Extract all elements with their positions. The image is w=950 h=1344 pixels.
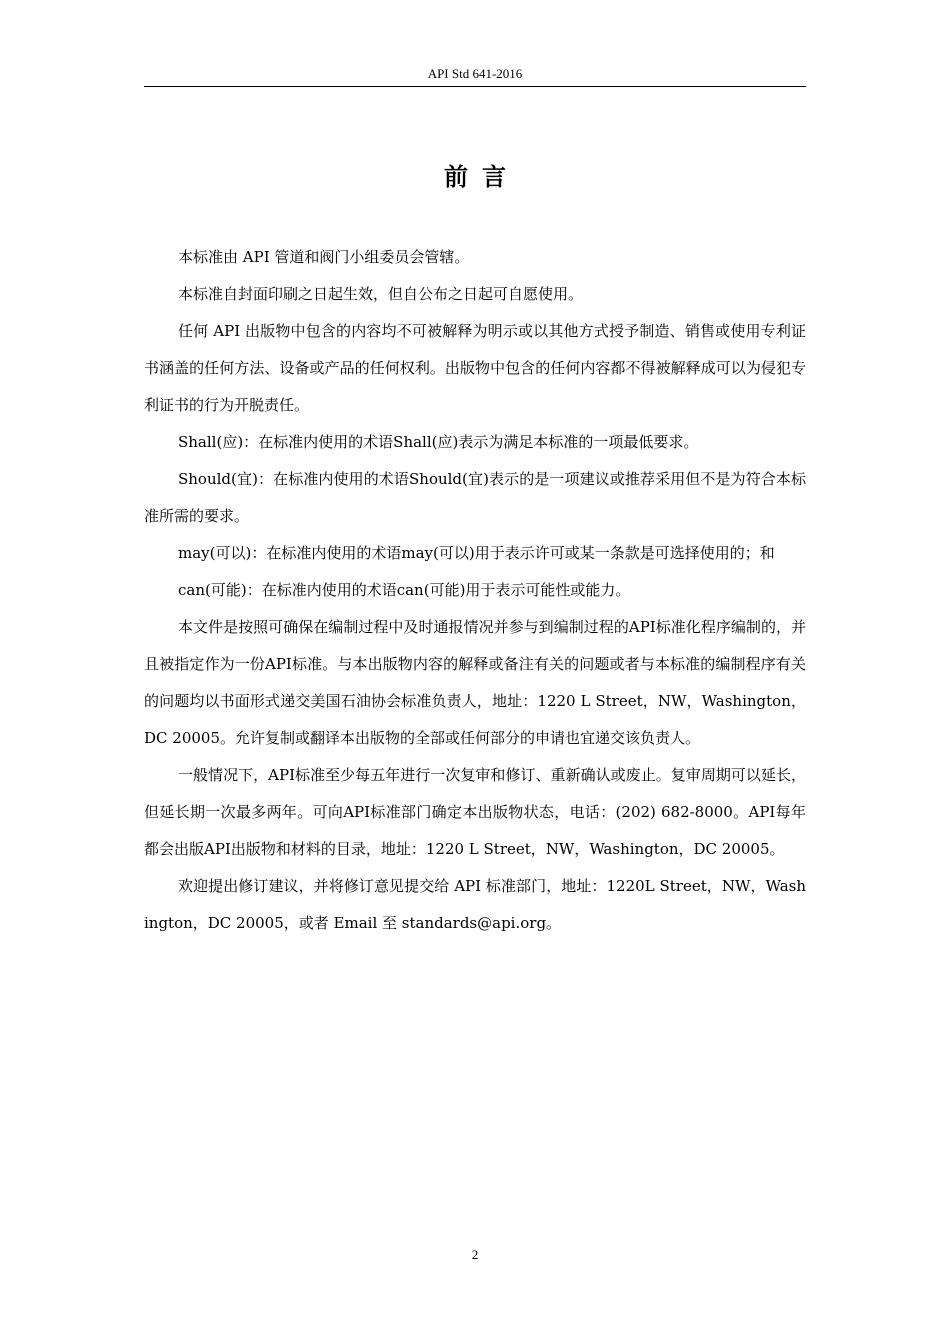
paragraph-may-definition: may(可以)：在标准内使用的术语may(可以)用于表示许可或某一条款是可选择使用的；和 (178, 544, 775, 562)
preface-body (144, 239, 806, 942)
paragraph-development-process: 本文件是按照可确保在编制过程中及时通报情况并参与到编制过程的API标准化程序编制的，并且被指定作为一份API标准。与本出版物内容的解释或备注有关的问题或者与本标准的编制程序有关的问题均以书面形式递交美国石油协会标准负责人，地址：1220 L Street，NW，Washington，DC 20005。允许复制或翻译本出版物的全部或任何部分的申请也宜递交该负责人。 (144, 618, 806, 747)
header-rule (144, 86, 806, 87)
page-title: 前言 (444, 163, 520, 191)
paragraph-review-cycle: 一般情况下，API标准至少每五年进行一次复审和修订、重新确认或废止。复审周期可以延长，但延长期一次最多两年。可向API标准部门确定本出版物状态，电话：(202) 682-8000。API每年都会出版API出版物和材料的目录，地址：1220 L Street，NW，Washington，DC 20005。 (144, 766, 806, 858)
paragraph-effective-date: 本标准自封面印刷之日起生效，但自公布之日起可自愿使用。 (178, 285, 584, 303)
running-header: API Std 641-2016 (427, 66, 523, 81)
paragraph-can-definition: can(可能)：在标准内使用的术语can(可能)用于表示可能性或能力。 (178, 581, 631, 599)
page-number: 2 (471, 1247, 479, 1262)
paragraph-jurisdiction: 本标准由 API 管道和阀门小组委员会管辖。 (178, 248, 470, 266)
paragraph-shall-definition: Shall(应)：在标准内使用的术语Shall(应)表示为满足本标准的一项最低要求。 (178, 433, 699, 451)
paragraph-patent-notice: 任何 API 出版物中包含的内容均不可被解释为明示或以其他方式授予制造、销售或使用专利证书涵盖的任何方法、设备或产品的任何权利。出版物中包含的任何内容都不得被解释成可以为侵犯专利证书的行为开脱责任。 (144, 322, 806, 414)
paragraph-revision-suggestions: 欢迎提出修订建议，并将修订意见提交给 API 标准部门，地址：1220L Street，NW，Washington，DC 20005，或者 Email 至 standards@api.org。 (144, 877, 806, 932)
paragraph-should-definition: Should(宜)：在标准内使用的术语Should(宜)表示的是一项建议或推荐采用但不是为符合本标准所需的要求。 (144, 470, 806, 525)
